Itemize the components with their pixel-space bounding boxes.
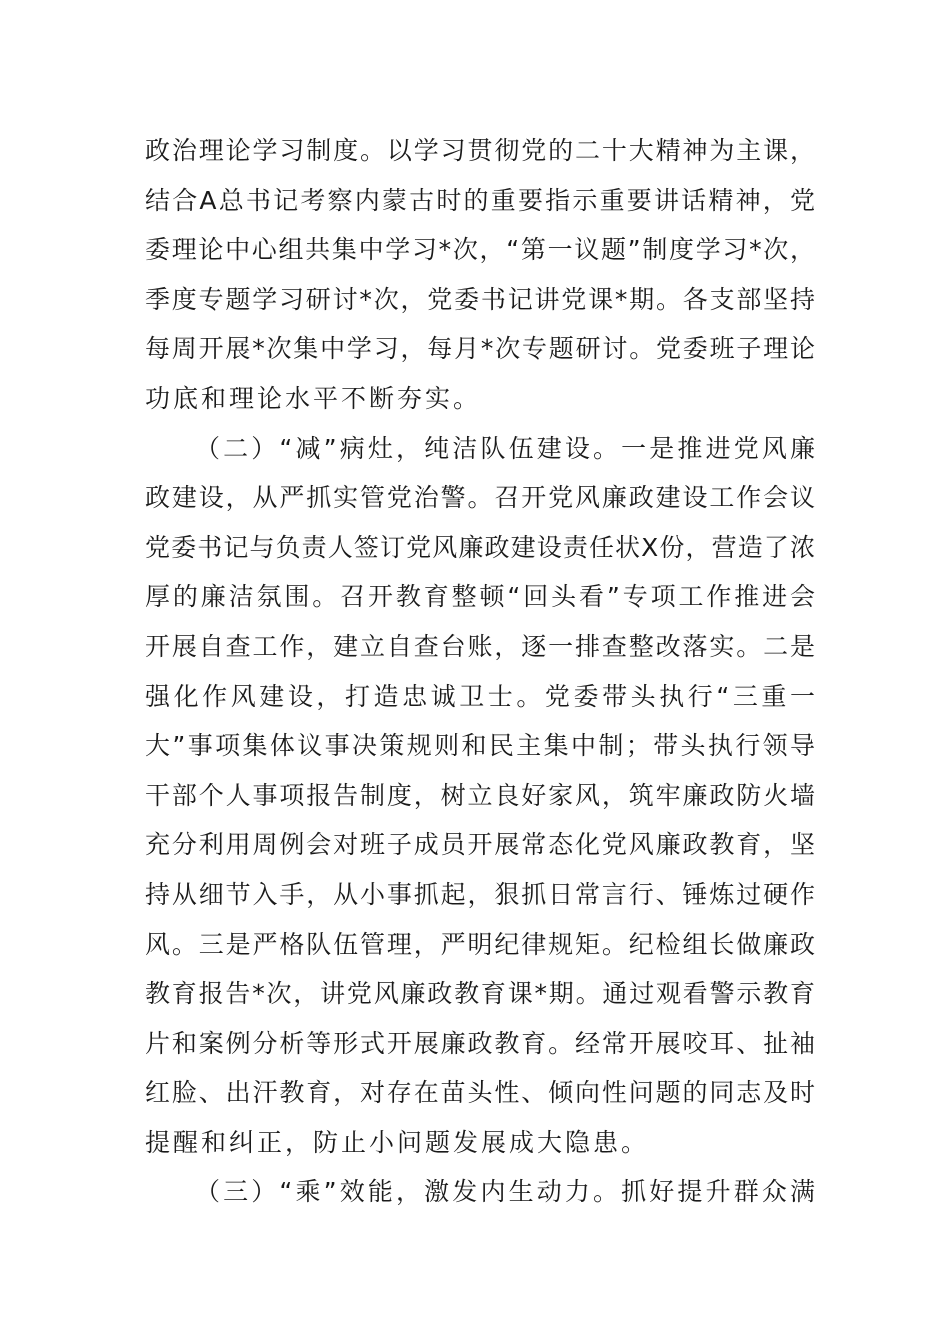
text-line: 政治理论学习制度。以学习贯彻党的二十大精神为主课， [145, 136, 815, 165]
text-line: 开展自查工作，建立自查台账，逐一排查整改落实。二是 [145, 631, 815, 661]
text-line: 持从细节入手，从小事抓起，狠抓日常言行、锤炼过硬作 [145, 879, 815, 909]
text-line: 委理论中心组共集中学习*次，“第一议题”制度学习*次， [145, 235, 815, 265]
text-line: 强化作风建设，打造忠诚卫士。党委带头执行“三重一 [145, 681, 815, 711]
text-line: 厚的廉洁氛围。召开教育整顿“回头看”专项工作推进会 [145, 582, 815, 612]
text-line: 提醒和纠正，防止小问题发展成大隐患。 [145, 1127, 650, 1157]
text-line: （三）“乘”效能，激发内生动力。抓好提升群众满 [195, 1177, 815, 1207]
text-line: 大”事项集体议事决策规则和民主集中制；带头执行领导 [145, 731, 815, 761]
body-text [145, 126, 815, 1217]
text-line: 教育报告*次，讲党风廉政教育课*期。通过观看警示教育 [145, 979, 815, 1009]
text-line: 党委书记与负责人签订党风廉政建设责任状X份，营造了浓 [145, 532, 815, 562]
text-line: 功底和理论水平不断夯实。 [145, 383, 482, 413]
text-line: 季度专题学习研讨*次，党委书记讲党课*期。各支部坚持 [145, 284, 815, 314]
text-line: 结合A总书记考察内蒙古时的重要指示重要讲话精神，党 [145, 185, 815, 215]
text-line: 干部个人事项报告制度，树立良好家风，筑牢廉政防火墙 [145, 780, 815, 810]
text-line: 政建设，从严抓实管党治警。召开党风廉政建设工作会议 [145, 483, 815, 513]
text-line: 风。三是严格队伍管理，严明纪律规矩。纪检组长做廉政 [145, 929, 815, 959]
text-line: 每周开展*次集中学习，每月*次专题研讨。党委班子理论 [145, 334, 815, 364]
text-line: 红脸、出汗教育，对存在苗头性、倾向性问题的同志及时 [145, 1078, 815, 1108]
text-line: （二）“减”病灶，纯洁队伍建设。一是推进党风廉 [195, 433, 815, 463]
text-line: 片和案例分析等形式开展廉政教育。经常开展咬耳、扯袖 [145, 1028, 815, 1058]
text-line: 充分利用周例会对班子成员开展常态化党风廉政教育，坚 [145, 830, 815, 860]
